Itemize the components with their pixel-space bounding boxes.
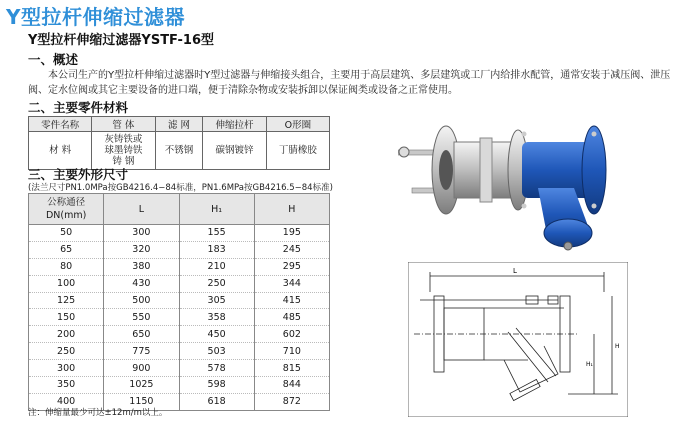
- dn-header-line-2: DN(mm): [45, 210, 87, 221]
- dn-cell: 125: [29, 292, 104, 309]
- h1-cell: 210: [179, 258, 254, 275]
- footnote: 注：伸缩量最少可达±12m/m以上。: [28, 408, 168, 418]
- h1-cell: 503: [179, 343, 254, 360]
- table-row: [29, 241, 330, 258]
- dn-header-line-1: 公称通径: [47, 197, 86, 208]
- dn-cell: 250: [29, 343, 104, 360]
- parts-heading: 二、主要零件材料: [28, 100, 129, 115]
- l-cell: 320: [104, 241, 179, 258]
- dn-cell: 80: [29, 258, 104, 275]
- body-material-line-3: 铸 钢: [112, 156, 135, 167]
- h1-cell: 155: [179, 225, 254, 242]
- dimension-header-row: [29, 194, 330, 225]
- technical-drawing: [408, 262, 628, 417]
- parts-oring-material: 丁腈橡胶: [266, 132, 329, 170]
- h-cell: 245: [254, 241, 329, 258]
- table-row: [29, 326, 330, 343]
- h-cell: 710: [254, 343, 329, 360]
- dimension-table-body: [29, 225, 330, 411]
- l-cell: 775: [104, 343, 179, 360]
- table-row: [29, 343, 330, 360]
- l-cell: 650: [104, 326, 179, 343]
- overview-text: 本公司生产的Y型拉杆伸缩过滤器时Y型过滤器与伸缩接头组合，主要用于高层建筑、多层建筑或工厂内给排水配管，通常安装于减压阀、泄压阀、定水位阀或其它主要设备的进口端，便于清除杂物或安装拆卸以保证阀类或设备之正常使用。: [28, 70, 671, 96]
- product-subtitle: Y型拉杆伸缩过滤器YSTF-16型: [28, 33, 215, 48]
- parts-header-screen: 滤 网: [155, 117, 203, 132]
- h1-cell: 305: [179, 292, 254, 309]
- dn-cell: 100: [29, 275, 104, 292]
- overview-heading: 一、概述: [28, 52, 79, 67]
- dn-cell: 300: [29, 360, 104, 377]
- table-row: [29, 292, 330, 309]
- parts-header-rod: 伸缩拉杆: [203, 117, 266, 132]
- table-row: [29, 309, 330, 326]
- product-photo: [398, 108, 628, 258]
- h-cell: 295: [254, 258, 329, 275]
- parts-header-part-name: 零件名称: [29, 117, 92, 132]
- table-row: [29, 258, 330, 275]
- parts-header-body: 管 体: [92, 117, 155, 132]
- h1-cell: 598: [179, 377, 254, 394]
- body-material-line-1: 灰铸铁或: [104, 134, 143, 145]
- h-cell: 844: [254, 377, 329, 394]
- page-title: Y型拉杆伸缩过滤器: [6, 5, 185, 29]
- l-cell: 380: [104, 258, 179, 275]
- h1-cell: 183: [179, 241, 254, 258]
- l-cell: 1150: [104, 393, 179, 410]
- dn-cell: 350: [29, 377, 104, 394]
- h-cell: 872: [254, 393, 329, 410]
- dn-cell: 150: [29, 309, 104, 326]
- dimension-table: [28, 193, 330, 411]
- h-cell: 415: [254, 292, 329, 309]
- dims-heading: 三、主要外形尺寸: [28, 167, 129, 182]
- h-cell: 602: [254, 326, 329, 343]
- parts-screen-material: 不锈钢: [155, 132, 203, 170]
- drawing-label-l: L: [513, 267, 517, 275]
- dn-cell: 50: [29, 225, 104, 242]
- table-row: [29, 360, 330, 377]
- dimension-header-h: H: [254, 194, 329, 225]
- table-row: [29, 225, 330, 242]
- parts-body-material: [92, 132, 155, 170]
- dn-cell: 200: [29, 326, 104, 343]
- h1-cell: 578: [179, 360, 254, 377]
- l-cell: 430: [104, 275, 179, 292]
- dn-cell: 65: [29, 241, 104, 258]
- drawing-label-h: H: [615, 343, 620, 350]
- h1-cell: 618: [179, 393, 254, 410]
- h1-cell: 250: [179, 275, 254, 292]
- parts-material-table: [28, 116, 330, 170]
- dn-cell: 400: [29, 393, 104, 410]
- l-cell: 300: [104, 225, 179, 242]
- l-cell: 900: [104, 360, 179, 377]
- parts-rod-material: 碳钢镀锌: [203, 132, 266, 170]
- table-row: [29, 275, 330, 292]
- parts-row-label: 材 料: [29, 132, 92, 170]
- h-cell: 195: [254, 225, 329, 242]
- dimension-header-dn: [29, 194, 104, 225]
- h-cell: 815: [254, 360, 329, 377]
- h1-cell: 450: [179, 326, 254, 343]
- body-material-line-2: 球墨铸铁: [104, 145, 143, 156]
- parts-header-row: [29, 117, 330, 132]
- l-cell: 1025: [104, 377, 179, 394]
- standard-note: (法兰尺寸PN1.0MPa按GB4216.4−84标准，PN1.6MPa按GB4216.5−84标准): [28, 183, 333, 193]
- l-cell: 550: [104, 309, 179, 326]
- parts-header-oring: O形圈: [266, 117, 329, 132]
- dimension-header-h1: H₁: [179, 194, 254, 225]
- h1-cell: 358: [179, 309, 254, 326]
- l-cell: 500: [104, 292, 179, 309]
- h-cell: 344: [254, 275, 329, 292]
- table-row: [29, 377, 330, 394]
- h-cell: 485: [254, 309, 329, 326]
- drawing-label-h1: H₁: [586, 361, 593, 368]
- parts-material-row: [29, 132, 330, 170]
- dimension-header-l: L: [104, 194, 179, 225]
